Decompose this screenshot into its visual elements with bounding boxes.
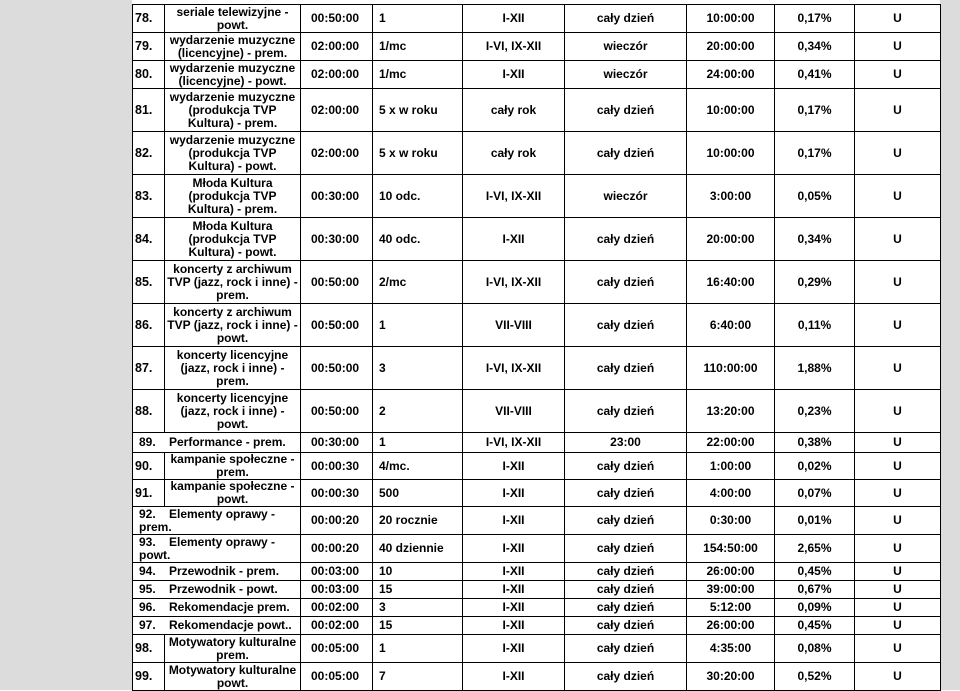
total-time: 4:35:00 [687,635,775,663]
total-time: 3:00:00 [687,175,775,218]
program-name: wydarzenie muzyczne (produkcja TVP Kultura) - powt. [165,132,301,175]
program-name: Młoda Kultura (produkcja TVP Kultura) - prem. [165,175,301,218]
schedule-table [132,4,941,691]
share-percent: 0,17% [775,89,855,132]
program-name: wydarzenie muzyczne (licencyjne) - prem. [165,33,301,61]
program-name: Elementy oprawy - powt. [139,534,276,562]
share-percent: 0,41% [775,61,855,89]
total-time: 20:00:00 [687,218,775,261]
table-row [133,132,941,175]
row-number-and-name [133,617,301,635]
airing-time: 23:00 [565,433,687,453]
total-time: 22:00:00 [687,433,775,453]
months: I-XII [463,563,565,581]
airing-time: cały dzień [565,563,687,581]
table-row [133,5,941,33]
row-number: 96. [139,600,156,614]
airing-time: cały dzień [565,89,687,132]
airing-time: cały dzień [565,453,687,480]
months: I-XII [463,663,565,691]
share-percent: 0,09% [775,599,855,617]
total-time: 6:40:00 [687,304,775,347]
total-time: 10:00:00 [687,132,775,175]
frequency: 3 [373,347,463,390]
program-name: Rekomendacje powt.. [169,618,292,632]
airing-time: wieczór [565,175,687,218]
episode-length: 00:30:00 [301,175,373,218]
share-percent: 0,38% [775,433,855,453]
share-percent: 0,01% [775,507,855,535]
episode-length: 00:50:00 [301,390,373,433]
row-number: 84. [133,218,165,261]
program-name: kampanie społeczne - powt. [165,480,301,507]
airing-time: cały dzień [565,507,687,535]
frequency: 20 rocznie [373,507,463,535]
episode-length: 00:50:00 [301,347,373,390]
category-flag: U [855,218,941,261]
category-flag: U [855,304,941,347]
total-time: 154:50:00 [687,535,775,563]
program-name: kampanie społeczne - prem. [165,453,301,480]
share-percent: 0,08% [775,635,855,663]
episode-length: 00:05:00 [301,663,373,691]
months: I-VI, IX-XII [463,433,565,453]
frequency: 5 x w roku [373,89,463,132]
category-flag: U [855,563,941,581]
total-time: 110:00:00 [687,347,775,390]
table-row [133,175,941,218]
row-number-and-name [133,581,301,599]
table-row [133,535,941,563]
program-name: koncerty licencyjne (jazz, rock i inne) -prem. [165,347,301,390]
share-percent: 0,11% [775,304,855,347]
episode-length: 00:50:00 [301,261,373,304]
months: I-XII [463,453,565,480]
category-flag: U [855,347,941,390]
table-row [133,433,941,453]
table-row [133,563,941,581]
table-row [133,480,941,507]
program-name: koncerty z archiwum TVP (jazz, rock i inne) - prem. [165,261,301,304]
total-time: 39:00:00 [687,581,775,599]
episode-length: 02:00:00 [301,89,373,132]
row-number: 99. [133,663,165,691]
program-name: Przewodnik - powt. [169,582,278,596]
category-flag: U [855,617,941,635]
airing-time: cały dzień [565,635,687,663]
frequency: 4/mc. [373,453,463,480]
share-percent: 0,34% [775,33,855,61]
months: I-XII [463,218,565,261]
table-row [133,347,941,390]
frequency: 1 [373,5,463,33]
row-number: 78. [133,5,165,33]
share-percent: 2,65% [775,535,855,563]
episode-length: 00:00:20 [301,535,373,563]
program-name: seriale telewizyjne - powt. [165,5,301,33]
months: I-XII [463,599,565,617]
program-name: wydarzenie muzyczne (licencyjne) - powt. [165,61,301,89]
airing-time: cały dzień [565,5,687,33]
frequency: 15 [373,581,463,599]
episode-length: 00:02:00 [301,599,373,617]
table-row [133,89,941,132]
row-number-and-name [133,535,301,563]
episode-length: 00:30:00 [301,218,373,261]
share-percent: 0,07% [775,480,855,507]
row-number-and-name [133,433,301,453]
airing-time: cały dzień [565,599,687,617]
table-row [133,599,941,617]
frequency: 3 [373,599,463,617]
row-number: 98. [133,635,165,663]
table-row [133,218,941,261]
table-row [133,663,941,691]
row-number: 87. [133,347,165,390]
share-percent: 0,05% [775,175,855,218]
row-number: 83. [133,175,165,218]
row-number: 85. [133,261,165,304]
frequency: 40 odc. [373,218,463,261]
months: cały rok [463,89,565,132]
row-number: 90. [133,453,165,480]
episode-length: 00:50:00 [301,304,373,347]
episode-length: 00:30:00 [301,433,373,453]
total-time: 5:12:00 [687,599,775,617]
months: I-XII [463,535,565,563]
category-flag: U [855,663,941,691]
months: VII-VIII [463,390,565,433]
program-name: Performance - prem. [169,435,286,449]
row-number: 82. [133,132,165,175]
episode-length: 02:00:00 [301,61,373,89]
frequency: 1 [373,635,463,663]
table-row [133,390,941,433]
episode-length: 02:00:00 [301,132,373,175]
months: I-XII [463,617,565,635]
total-time: 0:30:00 [687,507,775,535]
row-number: 93. [139,534,156,549]
category-flag: U [855,581,941,599]
table-row [133,304,941,347]
episode-length: 00:03:00 [301,563,373,581]
table-row [133,635,941,663]
frequency: 2/mc [373,261,463,304]
airing-time: wieczór [565,61,687,89]
frequency: 40 dziennie [373,535,463,563]
months: I-VI, IX-XII [463,33,565,61]
months: I-VI, IX-XII [463,261,565,304]
left-margin [0,0,132,690]
months: I-XII [463,61,565,89]
total-time: 30:20:00 [687,663,775,691]
table-row [133,61,941,89]
row-number: 80. [133,61,165,89]
category-flag: U [855,390,941,433]
months: I-VI, IX-XII [463,347,565,390]
share-percent: 0,34% [775,218,855,261]
episode-length: 00:03:00 [301,581,373,599]
row-number: 88. [133,390,165,433]
row-number: 92. [139,506,156,521]
share-percent: 0,29% [775,261,855,304]
table-row [133,453,941,480]
share-percent: 0,23% [775,390,855,433]
total-time: 16:40:00 [687,261,775,304]
category-flag: U [855,535,941,563]
frequency: 1 [373,433,463,453]
category-flag: U [855,433,941,453]
row-number-and-name [133,599,301,617]
program-name: wydarzenie muzyczne (produkcja TVP Kultura) - prem. [165,89,301,132]
frequency: 7 [373,663,463,691]
table-row [133,617,941,635]
airing-time: cały dzień [565,261,687,304]
airing-time: cały dzień [565,218,687,261]
table-body [133,5,941,691]
share-percent: 0,45% [775,563,855,581]
table-row [133,581,941,599]
airing-time: cały dzień [565,132,687,175]
category-flag: U [855,175,941,218]
months: I-XII [463,635,565,663]
months: I-VI, IX-XII [463,175,565,218]
months: I-XII [463,5,565,33]
share-percent: 0,17% [775,5,855,33]
total-time: 4:00:00 [687,480,775,507]
months: cały rok [463,132,565,175]
frequency: 10 odc. [373,175,463,218]
row-number: 94. [139,564,156,578]
total-time: 10:00:00 [687,5,775,33]
airing-time: wieczór [565,33,687,61]
frequency: 1/mc [373,61,463,89]
program-name: Przewodnik - prem. [169,564,280,578]
months: I-XII [463,507,565,535]
frequency: 2 [373,390,463,433]
program-name: Elementy oprawy - prem. [139,506,276,534]
airing-time: cały dzień [565,581,687,599]
episode-length: 00:00:30 [301,453,373,480]
total-time: 13:20:00 [687,390,775,433]
months: I-XII [463,480,565,507]
category-flag: U [855,61,941,89]
airing-time: cały dzień [565,535,687,563]
share-percent: 1,88% [775,347,855,390]
total-time: 26:00:00 [687,617,775,635]
row-number: 89. [139,435,156,449]
row-number: 91. [133,480,165,507]
row-number: 95. [139,582,156,596]
frequency: 500 [373,480,463,507]
row-number: 79. [133,33,165,61]
airing-time: cały dzień [565,617,687,635]
total-time: 26:00:00 [687,563,775,581]
months: VII-VIII [463,304,565,347]
table-row [133,507,941,535]
category-flag: U [855,507,941,535]
category-flag: U [855,5,941,33]
frequency: 1 [373,304,463,347]
total-time: 20:00:00 [687,33,775,61]
category-flag: U [855,132,941,175]
total-time: 24:00:00 [687,61,775,89]
share-percent: 0,02% [775,453,855,480]
category-flag: U [855,261,941,304]
category-flag: U [855,599,941,617]
category-flag: U [855,635,941,663]
category-flag: U [855,33,941,61]
program-name: Rekomendacje prem. [169,600,290,614]
episode-length: 00:02:00 [301,617,373,635]
frequency: 5 x w roku [373,132,463,175]
right-margin [940,0,960,690]
airing-time: cały dzień [565,347,687,390]
episode-length: 02:00:00 [301,33,373,61]
program-name: koncerty z archiwum TVP (jazz, rock i inne) - powt. [165,304,301,347]
airing-time: cały dzień [565,663,687,691]
episode-length: 00:05:00 [301,635,373,663]
category-flag: U [855,89,941,132]
row-number-and-name [133,563,301,581]
share-percent: 0,52% [775,663,855,691]
table-row [133,261,941,304]
row-number-and-name [133,507,301,535]
table-row [133,33,941,61]
episode-length: 00:50:00 [301,5,373,33]
months: I-XII [463,581,565,599]
category-flag: U [855,453,941,480]
category-flag: U [855,480,941,507]
program-name: Motywatory kulturalne prem. [165,635,301,663]
row-number: 86. [133,304,165,347]
airing-time: cały dzień [565,480,687,507]
share-percent: 0,17% [775,132,855,175]
program-name: koncerty licencyjne (jazz, rock i inne) - powt. [165,390,301,433]
episode-length: 00:00:30 [301,480,373,507]
airing-time: cały dzień [565,304,687,347]
episode-length: 00:00:20 [301,507,373,535]
row-number: 97. [139,618,156,632]
row-number: 81. [133,89,165,132]
total-time: 1:00:00 [687,453,775,480]
program-name: Młoda Kultura (produkcja TVP Kultura) - powt. [165,218,301,261]
frequency: 15 [373,617,463,635]
airing-time: cały dzień [565,390,687,433]
program-name: Motywatory kulturalne powt. [165,663,301,691]
share-percent: 0,45% [775,617,855,635]
total-time: 10:00:00 [687,89,775,132]
frequency: 1/mc [373,33,463,61]
share-percent: 0,67% [775,581,855,599]
frequency: 10 [373,563,463,581]
